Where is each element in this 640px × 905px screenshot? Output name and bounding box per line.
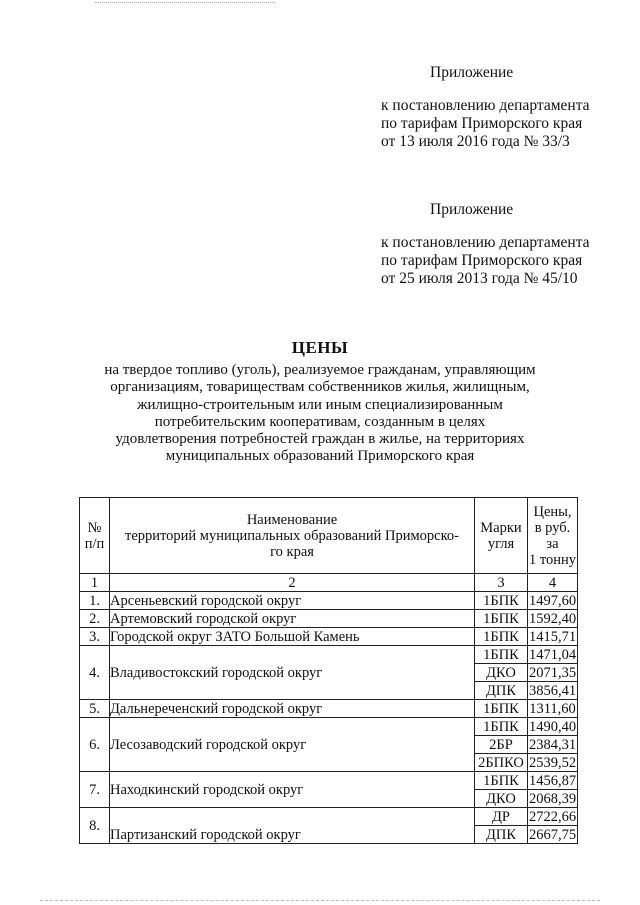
territory-name: Артемовский городской округ bbox=[110, 610, 475, 628]
coal-grade: 2БПКО bbox=[475, 754, 528, 772]
header-name bbox=[110, 498, 475, 574]
header-name-line: Наименование bbox=[246, 511, 338, 528]
header-num-line: п/п bbox=[84, 535, 105, 552]
coal-grade: 1БПК bbox=[475, 646, 528, 664]
appendix-block-current bbox=[381, 64, 590, 151]
coal-grade: 1БПК bbox=[475, 772, 528, 790]
appendix-block-original bbox=[381, 201, 590, 288]
row-number: 6. bbox=[80, 718, 110, 772]
row-number: 8. bbox=[80, 808, 110, 844]
appendix-line: к постановлению департамента bbox=[381, 97, 590, 114]
price-value: 1497,60 bbox=[528, 592, 577, 609]
price-value: 1490,40 bbox=[528, 718, 577, 735]
appendix-line: по тарифам Приморского края bbox=[381, 115, 583, 132]
territory-name: Лесозаводский городской округ bbox=[110, 718, 475, 772]
subtitle-line: жилищно-строительным или иным специализированным bbox=[137, 396, 503, 413]
appendix-line: от 25 июля 2013 года № 45/10 bbox=[381, 270, 578, 287]
subtitle-line: на твердое топливо (уголь), реализуемое гражданам, управляющим bbox=[104, 362, 536, 378]
header-num-line: № bbox=[87, 519, 102, 536]
table-row bbox=[80, 628, 578, 646]
subtitle-line: организациям, товариществам собственников жилья, жилищным, bbox=[110, 379, 530, 396]
row-number: 5. bbox=[80, 700, 110, 718]
row-number: 1. bbox=[80, 592, 110, 610]
table-row bbox=[80, 808, 578, 826]
row-number: 7. bbox=[80, 772, 110, 808]
header-price bbox=[528, 498, 578, 574]
price-value: 2384,31 bbox=[528, 736, 577, 753]
scan-artifact-bottom bbox=[40, 900, 600, 902]
price-table bbox=[79, 497, 578, 844]
price-value: 2667,75 bbox=[528, 826, 577, 843]
header-price-line: за bbox=[546, 535, 559, 552]
table-row bbox=[80, 610, 578, 628]
row-number: 2. bbox=[80, 610, 110, 628]
scan-artifact-top bbox=[95, 2, 275, 5]
territory-name: Арсеньевский городской округ bbox=[110, 592, 475, 610]
territory-name: Городской округ ЗАТО Большой Камень bbox=[110, 628, 475, 646]
coal-grade: ДР bbox=[475, 808, 528, 826]
header-mark-line: угля bbox=[487, 535, 515, 552]
table-row bbox=[80, 718, 578, 736]
subtitle-line: потребительским кооперативам, созданным в целях bbox=[154, 413, 486, 430]
coal-grade: ДКО bbox=[475, 664, 528, 682]
document-subtitle bbox=[100, 362, 540, 466]
table-row bbox=[80, 772, 578, 790]
header-name-line: территорий муниципальных образований Приморско- bbox=[124, 527, 460, 544]
table-row bbox=[80, 700, 578, 718]
price-value: 2068,39 bbox=[528, 790, 577, 807]
coal-grade: 1БПК bbox=[475, 610, 528, 628]
coal-grade: 1БПК bbox=[475, 592, 528, 610]
header-price-line: 1 тонну bbox=[528, 551, 577, 568]
column-number: 4 bbox=[528, 574, 578, 592]
price-value: 2722,66 bbox=[528, 808, 577, 825]
price-value: 1471,04 bbox=[528, 646, 577, 663]
territory-name: Находкинский городской округ bbox=[110, 772, 475, 808]
appendix-title: Приложение bbox=[430, 64, 514, 81]
column-number: 2 bbox=[110, 574, 475, 592]
coal-grade: ДПК bbox=[475, 826, 528, 844]
header-price-line: Цены, bbox=[533, 503, 572, 520]
coal-grade: ДПК bbox=[475, 682, 528, 700]
price-table-body bbox=[80, 592, 578, 844]
territory-name: Партизанский городской округ bbox=[110, 808, 475, 844]
appendix-line: по тарифам Приморского края bbox=[381, 252, 583, 269]
price-value: 3856,41 bbox=[528, 682, 577, 699]
header-num bbox=[80, 498, 110, 574]
row-number: 3. bbox=[80, 628, 110, 646]
coal-grade: ДКО bbox=[475, 790, 528, 808]
territory-name: Владивостокский городской округ bbox=[110, 646, 475, 700]
document-title: ЦЕНЫ bbox=[291, 338, 349, 357]
coal-grade: 1БПК bbox=[475, 700, 528, 718]
appendix-title: Приложение bbox=[430, 201, 514, 218]
table-row bbox=[80, 646, 578, 664]
header-price-line: в руб. bbox=[534, 519, 571, 536]
subtitle-line: удовлетворения потребностей граждан в жилье, на территориях bbox=[115, 431, 525, 448]
table-row bbox=[80, 592, 578, 610]
appendix-line: к постановлению департамента bbox=[381, 234, 590, 251]
price-value: 1415,71 bbox=[528, 628, 577, 645]
price-value: 2071,35 bbox=[528, 664, 577, 681]
subtitle-line: муниципальных образований Приморского края bbox=[165, 448, 475, 465]
row-number: 4. bbox=[80, 646, 110, 700]
appendix-line: от 13 июля 2016 года № 33/3 bbox=[381, 133, 570, 150]
territory-name: Дальнереченский городской округ bbox=[110, 700, 475, 718]
price-value: 1456,87 bbox=[528, 772, 577, 789]
column-number: 1 bbox=[80, 574, 110, 592]
price-value: 2539,52 bbox=[528, 754, 577, 771]
coal-grade: 1БПК bbox=[475, 628, 528, 646]
header-name-line: го края bbox=[270, 543, 314, 560]
price-value: 1311,60 bbox=[529, 700, 576, 717]
coal-grade: 2БР bbox=[475, 736, 528, 754]
header-mark-line: Марки bbox=[480, 519, 522, 536]
price-value: 1592,40 bbox=[528, 610, 577, 627]
column-number: 3 bbox=[475, 574, 528, 592]
coal-grade: 1БПК bbox=[475, 718, 528, 736]
header-mark bbox=[475, 498, 528, 574]
